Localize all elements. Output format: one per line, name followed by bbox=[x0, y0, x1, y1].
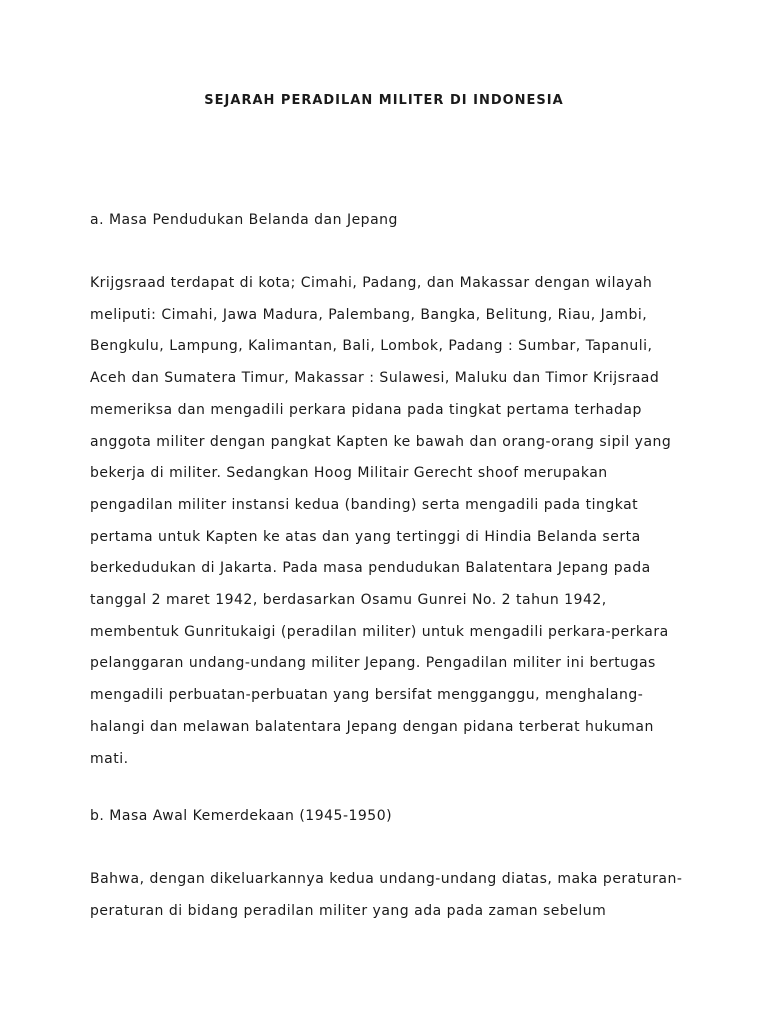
paragraph-line: berkedudukan di Jakarta. Pada masa pendudukan Balatentara Jepang pada bbox=[90, 560, 651, 577]
paragraph-line: peraturan di bidang peradilan militer yang ada pada zaman sebelum bbox=[90, 902, 607, 919]
paragraph-line: halangi dan melawan balatentara Jepang dengan pidana terberat hukuman bbox=[90, 718, 654, 735]
paragraph-line: mati. bbox=[90, 750, 129, 767]
section-a-paragraph bbox=[90, 268, 671, 775]
paragraph-line: meliputi: Cimahi, Jawa Madura, Palembang, Bangka, Belitung, Riau, Jambi, bbox=[90, 306, 648, 323]
section-a-heading: a. Masa Pendudukan Belanda dan Jepang bbox=[90, 212, 398, 228]
paragraph-line: mengadili perbuatan-perbuatan yang bersifat mengganggu, menghalang- bbox=[90, 687, 644, 704]
paragraph-line: tanggal 2 maret 1942, berdasarkan Osamu Gunrei No. 2 tahun 1942, bbox=[90, 592, 607, 609]
paragraph-line: memeriksa dan mengadili perkara pidana pada tingkat pertama terhadap bbox=[90, 401, 642, 418]
section-b-heading: b. Masa Awal Kemerdekaan (1945-1950) bbox=[90, 808, 393, 824]
paragraph-line: pengadilan militer instansi kedua (banding) serta mengadili pada tingkat bbox=[90, 496, 639, 513]
document-title: SEJARAH PERADILAN MILITER DI INDONESIA bbox=[204, 93, 564, 108]
paragraph-line: anggota militer dengan pangkat Kapten ke bawah dan orang-orang sipil yang bbox=[90, 433, 672, 450]
paragraph-line: Bahwa, dengan dikeluarkannya kedua undang-undang diatas, maka peraturan- bbox=[90, 871, 683, 887]
paragraph-line: Aceh dan Sumatera Timur, Makassar : Sulawesi, Maluku dan Timor Krijsraad bbox=[90, 370, 660, 387]
paragraph-line: bekerja di militer. Sedangkan Hoog Militair Gerecht shoof merupakan bbox=[90, 465, 608, 482]
section-b-paragraph bbox=[90, 864, 682, 927]
paragraph-line: Krijgsraad terdapat di kota; Cimahi, Padang, dan Makassar dengan wilayah bbox=[90, 275, 653, 291]
paragraph-line: Bengkulu, Lampung, Kalimantan, Bali, Lombok, Padang : Sumbar, Tapanuli, bbox=[90, 338, 653, 355]
paragraph-line: membentuk Gunritukaigi (peradilan militer) untuk mengadili perkara-perkara bbox=[90, 623, 669, 640]
paragraph-line: pelanggaran undang-undang militer Jepang. Pengadilan militer ini bertugas bbox=[90, 655, 656, 672]
paragraph-line: pertama untuk Kapten ke atas dan yang tertinggi di Hindia Belanda serta bbox=[90, 528, 641, 545]
